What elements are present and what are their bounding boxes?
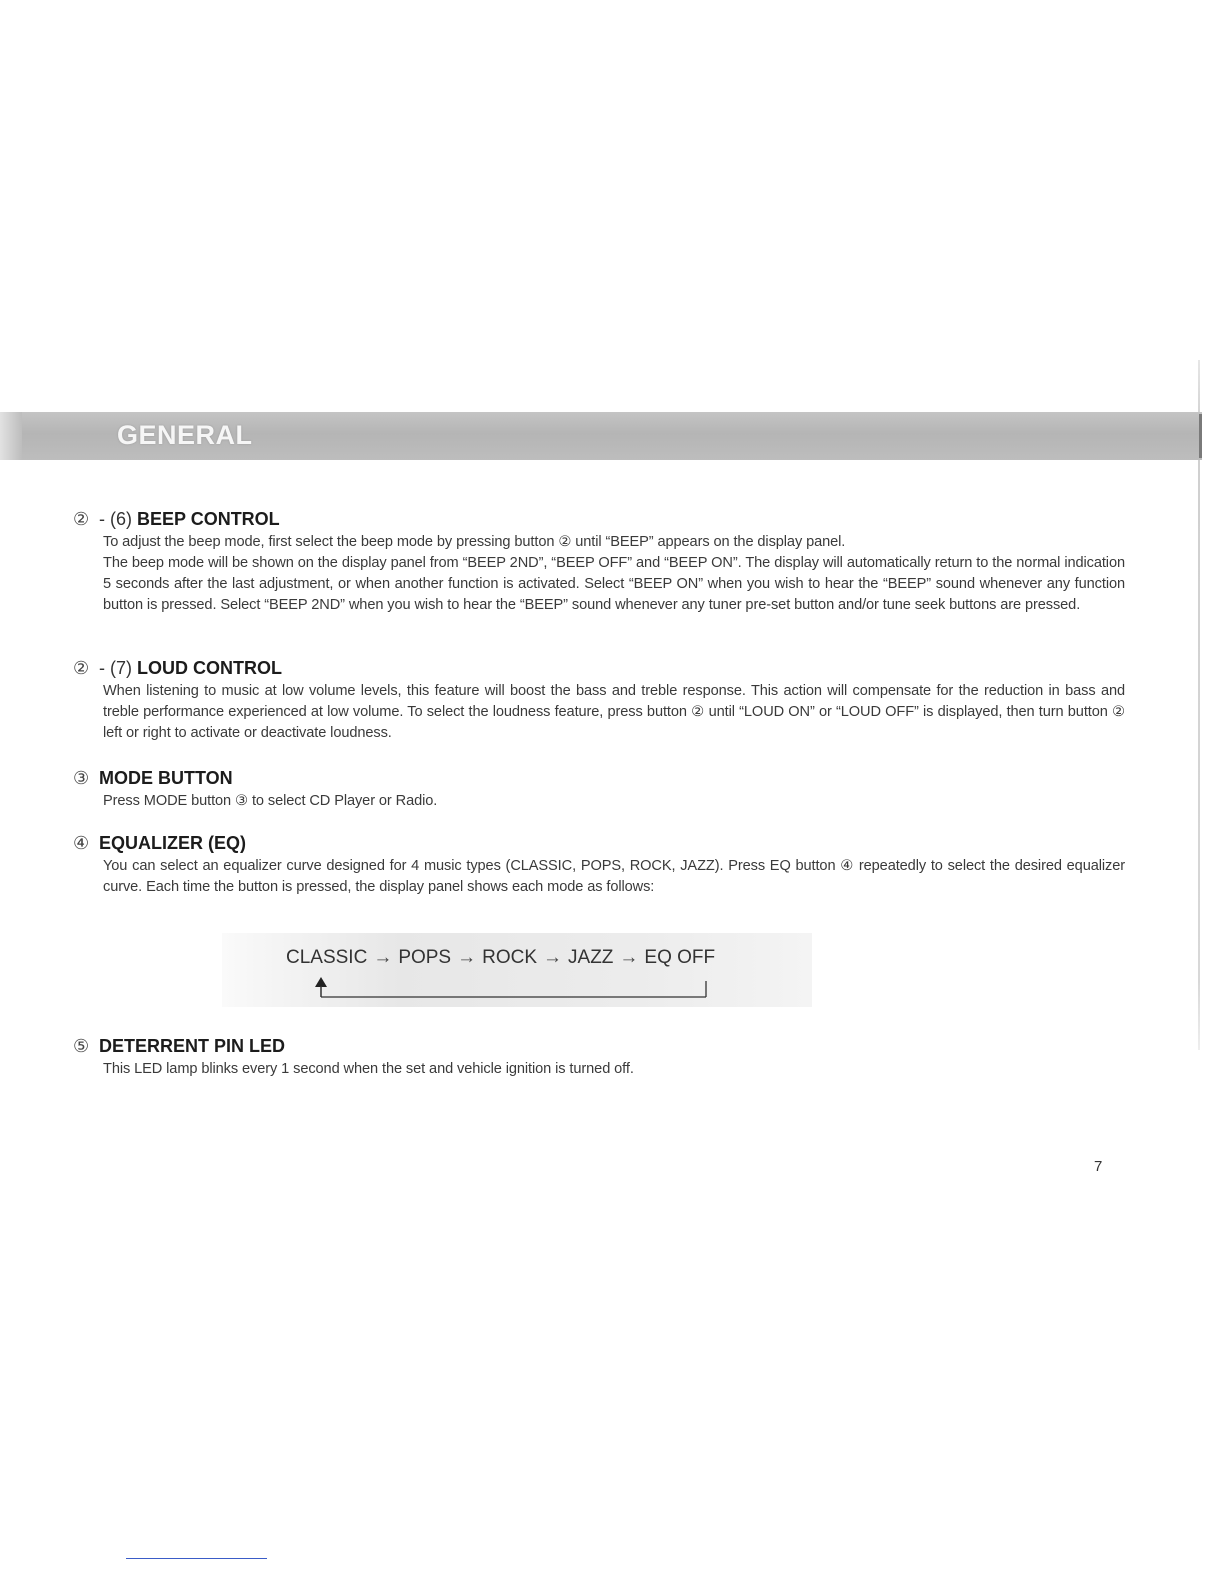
section-heading bbox=[73, 832, 1125, 854]
button-number-marker: ② bbox=[73, 658, 90, 678]
footnote-rule bbox=[126, 1558, 267, 1559]
eq-mode-pops: POPS bbox=[398, 947, 452, 968]
paragraph: To adjust the beep mode, first select the beep mode by pressing button ② until “BEEP” appears on the display panel. bbox=[103, 534, 846, 550]
heading-title: MODE BUTTON bbox=[99, 768, 233, 788]
section-heading bbox=[73, 1035, 1125, 1057]
button-number-marker: ⑤ bbox=[73, 1036, 90, 1056]
section-header-title: GENERAL bbox=[117, 420, 253, 450]
heading-title: EQUALIZER (EQ) bbox=[99, 833, 246, 853]
eq-mode-sequence bbox=[286, 947, 715, 969]
eq-mode-cycle-diagram bbox=[222, 933, 812, 1007]
button-number-marker: ② bbox=[73, 509, 90, 529]
eq-mode-off: EQ OFF bbox=[644, 947, 716, 968]
eq-mode-rock: ROCK bbox=[482, 947, 538, 968]
paragraph: The beep mode will be shown on the display panel from “BEEP 2ND”, “BEEP OFF” and “BEEP ON”. The display will automatically return to the normal indication 5 seconds after the last adjustment, or when another function is activated. Select “BEEP ON” when you wish to hear the “BEEP” sound whenever any function button is pressed. Select “BEEP 2ND” when you wish to hear the “BEEP” sound whenever any tuner pre-set button and/or tune seek buttons are pressed. bbox=[103, 555, 1125, 613]
flow-arrow: → bbox=[457, 947, 477, 968]
page-edge-shadow bbox=[1198, 360, 1200, 1050]
flow-arrow: → bbox=[619, 947, 639, 968]
section-heading bbox=[73, 657, 1125, 679]
paragraph: Press MODE button ③ to select CD Player or Radio. bbox=[103, 793, 438, 809]
return-loop-arrow bbox=[314, 977, 710, 999]
flow-arrow: → bbox=[373, 947, 393, 968]
button-number-marker: ③ bbox=[73, 768, 90, 788]
paragraph: This LED lamp blinks every 1 second when the set and vehicle ignition is turned off. bbox=[103, 1061, 634, 1077]
section-mode-button bbox=[73, 767, 1125, 812]
heading-prefix: - (7) bbox=[99, 658, 137, 678]
section-deterrent-pin-led bbox=[73, 1035, 1125, 1080]
section-header-bar bbox=[0, 412, 1202, 460]
eq-mode-classic: CLASSIC bbox=[286, 947, 368, 968]
section-loud-control bbox=[73, 657, 1125, 744]
flow-arrow: → bbox=[543, 947, 563, 968]
paragraph: When listening to music at low volume levels, this feature will boost the bass and treble response. This action will compensate for the reduction in bass and treble performance experienced at low volume. To select the loudness feature, press button ② until “LOUD ON” or “LOUD OFF” is displayed, then turn button ② left or right to activate or deactivate loudness. bbox=[103, 683, 1125, 741]
paragraph: You can select an equalizer curve designed for 4 music types (CLASSIC, POPS, ROCK, JAZZ). Press EQ button ④ repeatedly to select the desired equalizer curve. Each time the button is pressed, the display panel shows each mode as follows: bbox=[103, 858, 1125, 895]
eq-mode-jazz: JAZZ bbox=[568, 947, 614, 968]
heading-prefix: - (6) bbox=[99, 509, 137, 529]
heading-title: LOUD CONTROL bbox=[137, 658, 282, 678]
section-beep-control bbox=[73, 508, 1125, 616]
button-number-marker: ④ bbox=[73, 833, 90, 853]
page-number: 7 bbox=[1094, 1158, 1103, 1175]
heading-title: BEEP CONTROL bbox=[137, 509, 280, 529]
heading-title: DETERRENT PIN LED bbox=[99, 1036, 286, 1056]
section-equalizer bbox=[73, 832, 1125, 898]
section-heading bbox=[73, 508, 1125, 530]
section-heading bbox=[73, 767, 1125, 789]
